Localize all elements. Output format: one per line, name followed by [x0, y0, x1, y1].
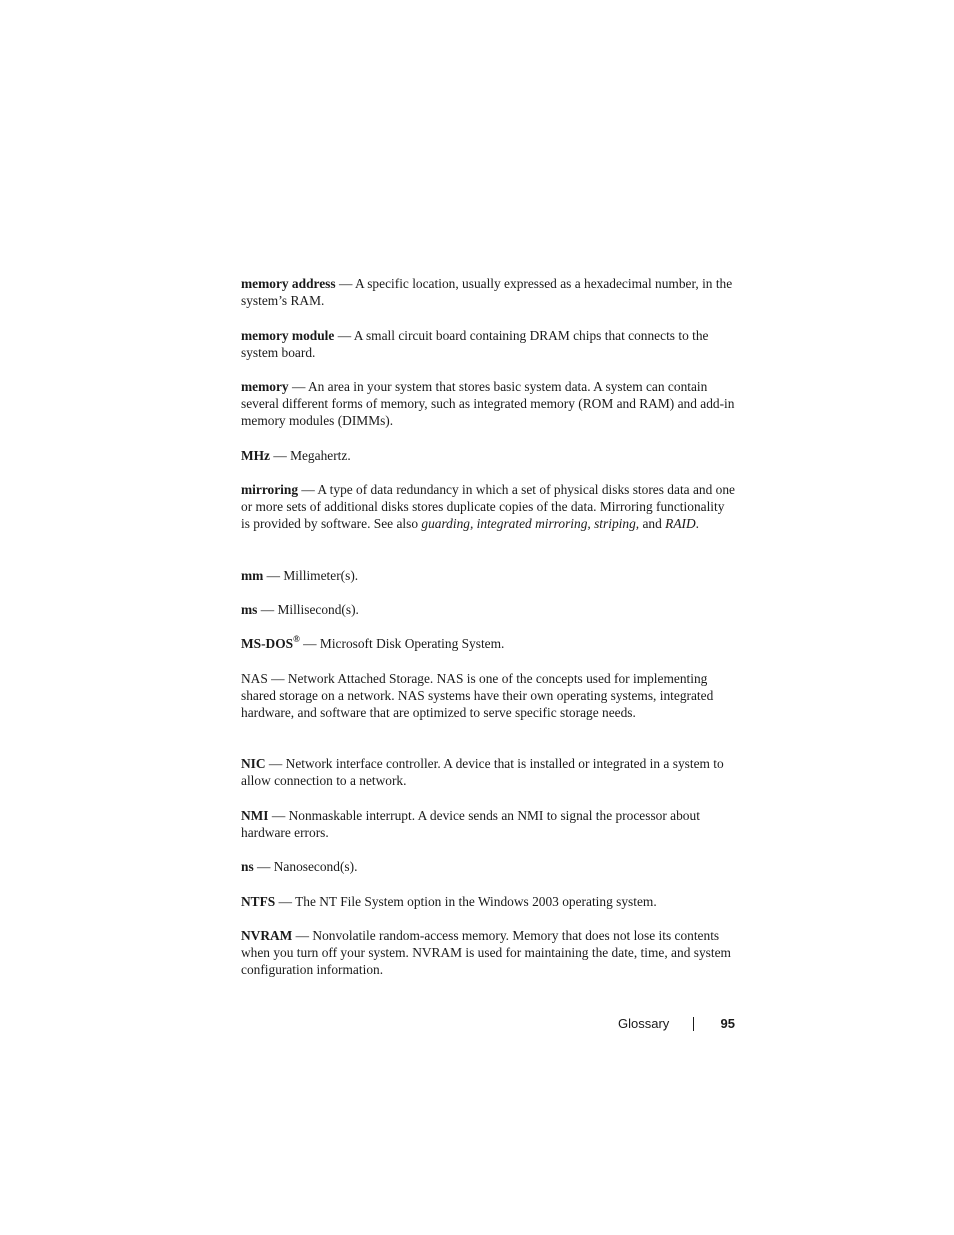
- glossary-definition: — A specific location, usually expressed as a hexadecimal number, in the system’s RAM.: [241, 276, 733, 309]
- glossary-term: memory: [241, 379, 289, 394]
- glossary-term: NVRAM: [241, 928, 293, 943]
- glossary-definition: — Millimeter(s).: [263, 568, 359, 583]
- glossary-entry-nas: [241, 670, 735, 721]
- glossary-entry-mirroring: [241, 481, 735, 532]
- glossary-entry-mhz: [241, 447, 735, 464]
- glossary-definition: — Millisecond(s).: [257, 602, 359, 617]
- glossary-entry-nic: [241, 755, 735, 789]
- glossary-definition: — A type of data redundancy in which a set of physical disks stores data and one or more sets of additional disks stores duplicate copies of the data. Mirroring functionality is provided by software. See also: [241, 482, 735, 532]
- glossary-term: mirroring: [241, 482, 299, 497]
- glossary-cross-reference-raid: RAID: [665, 516, 696, 532]
- glossary-entry-nmi: [241, 807, 735, 841]
- glossary-entry-memory-address: [241, 275, 735, 309]
- glossary-cross-references: guarding, integrated mirroring, striping,: [421, 516, 640, 532]
- glossary-entry-memory-module: [241, 327, 735, 361]
- registered-mark: ®: [293, 633, 300, 644]
- glossary-term: NMI: [241, 808, 269, 823]
- glossary-entry-ms-dos: [241, 635, 735, 652]
- glossary-definition-end: .: [695, 516, 700, 532]
- glossary-term-text: MS-DOS: [241, 636, 294, 651]
- footer-divider: [693, 1017, 694, 1031]
- glossary-term: ns: [241, 859, 254, 874]
- glossary-term: memory address: [241, 276, 336, 291]
- glossary-definition: — Megahertz.: [270, 448, 351, 463]
- glossary-definition: — A small circuit board containing DRAM chips that connects to the system board.: [241, 328, 709, 361]
- glossary-definition: — Network interface controller. A device that is installed or integrated in a system to allow connection to a network.: [241, 756, 724, 789]
- glossary-entry-ns: [241, 858, 735, 875]
- glossary-entry-ms: [241, 601, 735, 618]
- glossary-entry-mm: [241, 567, 735, 584]
- glossary-definition: — Microsoft Disk Operating System.: [299, 636, 505, 651]
- glossary-term: MHz: [241, 448, 270, 463]
- glossary-term: memory module: [241, 328, 335, 343]
- glossary-term: NIC: [241, 756, 266, 771]
- glossary-term: [241, 633, 300, 651]
- page-number: 95: [720, 1016, 735, 1031]
- glossary-term: ms: [241, 602, 258, 617]
- footer-section-title: Glossary: [618, 1016, 670, 1031]
- glossary-definition: — Nonmaskable interrupt. A device sends an NMI to signal the processor about hardware errors.: [241, 808, 700, 841]
- glossary-entry-ntfs: [241, 893, 735, 910]
- glossary-entry-nvram: [241, 927, 735, 978]
- page-footer: [560, 1014, 735, 1036]
- glossary-definition: — Nanosecond(s).: [253, 859, 358, 874]
- glossary-term: NTFS: [241, 894, 276, 909]
- glossary-definition: — An area in your system that stores basic system data. A system can contain several different forms of memory, such as integrated memory (ROM and RAM) and add-in memory modules (DIMMs).: [241, 379, 735, 429]
- glossary-term: mm: [241, 568, 264, 583]
- glossary-definition: — Nonvolatile random-access memory. Memory that does not lose its contents when you turn off your system. NVRAM is used for maintaining the date, time, and system configuration information.: [241, 928, 731, 978]
- glossary-definition: — The NT File System option in the Windows 2003 operating system.: [275, 894, 657, 909]
- glossary-definition-joiner: and: [639, 516, 666, 532]
- glossary-entry-text: NAS — Network Attached Storage. NAS is one of the concepts used for implementing shared storage on a network. NAS systems have their own operating systems, integrated hardware, and software that are optimized to serve specific storage needs.: [241, 671, 714, 721]
- glossary-entry-memory: [241, 378, 735, 429]
